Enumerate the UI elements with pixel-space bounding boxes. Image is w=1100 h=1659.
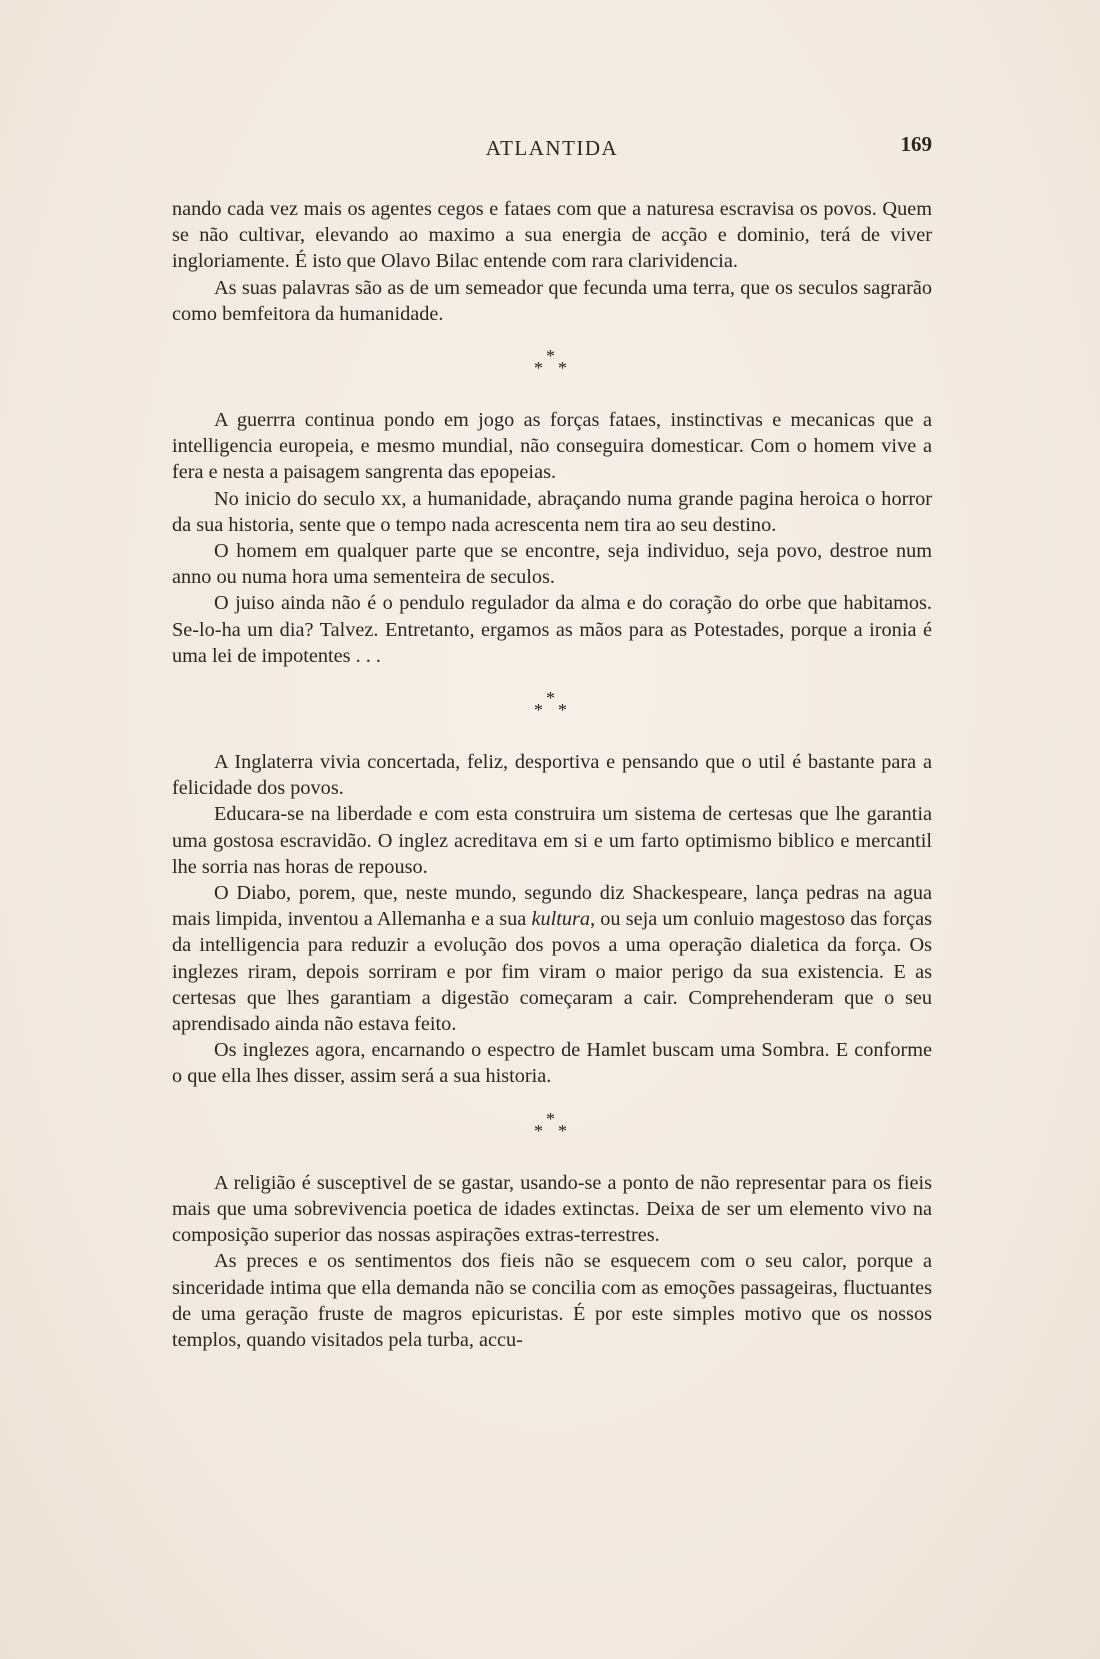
section-1 — [172, 196, 932, 327]
asterisk: * — [558, 358, 567, 379]
asterisk: * — [558, 700, 567, 721]
page-body — [172, 196, 932, 1353]
text-run: , ou seja um conluio magestoso das forças da intelligencia para reduzir a evolução dos povos a uma operação dialetica da força. Os inglezes riram, depois sorriram e por fim viram o maior perigo da sua existencia. E as certesas que lhes garantiam a digestão começaram a cair. Comprehenderam que o seu aprendisado ainda não estava feito. — [172, 908, 932, 1036]
section-3 — [172, 749, 932, 1090]
page-header — [172, 132, 932, 170]
asterisk: * — [546, 346, 555, 367]
paragraph: As suas palavras são as de um semeador que fecunda uma terra, que os seculos sagrarão como bemfeitora da humanidade. — [172, 276, 932, 325]
asterisk: * — [558, 1120, 567, 1141]
paragraph — [172, 880, 932, 1037]
paragraph: As preces e os sentimentos dos fieis não se esquecem com o seu calor, porque a sinceridade intima que ella demanda não se concilia com as emoções passageiras, fluctuantes de uma geração fruste de magros epicuristas. É por este simples motivo que os nossos templos, quando visitados pela turba, accu- — [172, 1250, 932, 1351]
asterisk: * — [534, 358, 543, 379]
paragraph: O juiso ainda não é o pendulo regulador da alma e do coração do orbe que habitamos. Se-lo-ha um dia? Talvez. Entretanto, ergamos as mãos para as Potestades, porque a ironia é uma lei de impotentes . . . — [172, 592, 932, 667]
paragraph: No inicio do seculo xx, a humanidade, abraçando numa grande pagina heroica o horror da sua historia, sente que o tempo nada acrescenta nem tira ao seu destino. — [172, 487, 932, 536]
asterism-divider — [522, 687, 582, 727]
text-run: O Diabo, porem, que, neste mundo, segundo diz Shackespeare, lança pedras na agua mais limpida, inventou a Allemanha e a sua — [172, 882, 932, 931]
paragraph: A Inglaterra vivia concertada, feliz, desportiva e pensando que o util é bastante para a felicidade dos povos. — [172, 751, 932, 800]
section-2 — [172, 407, 932, 669]
page-number: 169 — [900, 132, 932, 156]
paragraph: O homem em qualquer parte que se encontre, seja individuo, seja povo, destroe num anno ou numa hora uma sementeira de seculos. — [172, 540, 932, 589]
asterism-divider — [522, 1108, 582, 1148]
paragraph: A religião é susceptivel de se gastar, usando-se a ponto de não representar para os fieis mais que uma sobrevivencia poetica de idades extinctas. Deixa de ser um elemento vivo na composição superior das nossas aspirações extras-terrestres. — [172, 1171, 932, 1247]
paragraph: A guerrra continua pondo em jogo as forças fataes, instinctivas e mecanicas que a intelligencia europeia, e mesmo mundial, não conseguira domesticar. Com o homem vive a fera e nesta a paisagem sangrenta das epopeias. — [172, 409, 932, 484]
asterisk: * — [534, 1120, 543, 1141]
asterisk: * — [534, 700, 543, 721]
paragraph: nando cada vez mais os agentes cegos e fataes com que a naturesa escravisa os povos. Quem se não cultivar, elevando ao maximo a sua energia de acção e dominio, terá de viver ingloriamente. É isto que Olavo Bilac entende com rara clarividencia. — [172, 198, 932, 273]
paragraph: Os inglezes agora, encarnando o espectro de Hamlet buscam uma Sombra. E conforme o que ella lhes disser, assim será a sua historia. — [172, 1039, 932, 1088]
paragraph: Educara-se na liberdade e com esta construira um sistema de certesas que lhe garantia uma gostosa escravidão. O inglez acreditava em si e um farto optimismo biblico e mercantil lhe sorria nas horas de repouso. — [172, 803, 932, 878]
asterisk: * — [546, 688, 555, 709]
italic-word: kultura — [531, 908, 591, 931]
running-title: ATLANTIDA — [485, 136, 619, 160]
asterisk: * — [546, 1108, 555, 1129]
asterism-divider — [522, 345, 582, 385]
section-4 — [172, 1170, 932, 1353]
